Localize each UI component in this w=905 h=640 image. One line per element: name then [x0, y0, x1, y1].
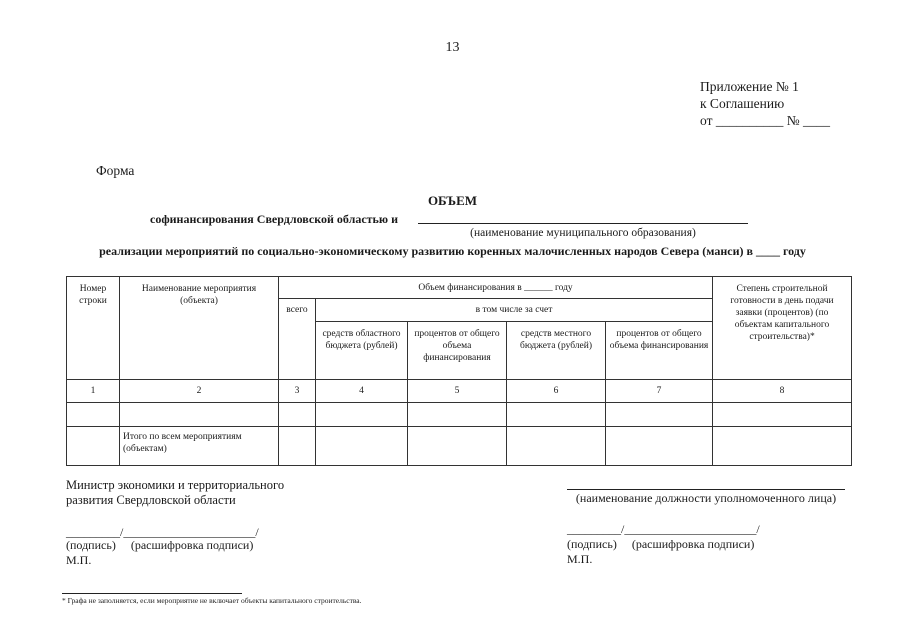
- table-cell[interactable]: [606, 403, 713, 427]
- header-row-number: Номер строки: [67, 277, 120, 380]
- appendix-line-2: к Соглашению: [700, 96, 785, 111]
- financing-table: [66, 276, 852, 466]
- col-number-5: 5: [408, 380, 507, 403]
- col-number-2: 2: [120, 380, 279, 403]
- appendix-block: [700, 78, 830, 129]
- document-title: ОБЪЕМ: [427, 193, 478, 208]
- stamp-place-left: М.П.: [66, 553, 92, 567]
- official-position-line: [567, 489, 845, 490]
- appendix-line-1: Приложение № 1: [700, 79, 799, 94]
- col-number-8: 8: [713, 380, 852, 403]
- table-cell[interactable]: [408, 403, 507, 427]
- total-row-label: Итого по всем мероприятиям (объектам): [120, 427, 279, 466]
- municipality-caption: (наименование муниципального образования): [470, 227, 696, 239]
- minister-signature-line: _________/______________________/: [66, 525, 259, 539]
- col-number-3: 3: [279, 380, 316, 403]
- header-financing-volume: Объем финансирования в ______ году: [279, 277, 713, 299]
- stamp-place-right: М.П.: [567, 552, 593, 566]
- header-local-percent: процентов от общего объема финансирования: [606, 322, 713, 380]
- footnote: * Графа не заполняется, если мероприятие не включает объекты капитального строительства.: [62, 596, 362, 605]
- page-number: 13: [445, 40, 460, 55]
- official-signature-line: _________/______________________/: [567, 522, 760, 536]
- document-subtitle: софинансирования Свердловской областью и: [150, 212, 398, 226]
- total-row: [67, 427, 852, 466]
- table-cell[interactable]: [408, 427, 507, 466]
- col-number-4: 4: [316, 380, 408, 403]
- footnote-divider: [62, 593, 242, 594]
- header-including: в том числе за счет: [316, 299, 713, 322]
- purpose-line: реализации мероприятий по социально-экономическому развитию коренных малочисленных народов Севера (манси) в ____ году: [99, 244, 806, 258]
- table-cell[interactable]: [507, 403, 606, 427]
- table-cell[interactable]: [279, 403, 316, 427]
- table-cell[interactable]: [279, 427, 316, 466]
- municipality-name-line: [418, 223, 748, 224]
- table-cell[interactable]: [120, 403, 279, 427]
- col-number-6: 6: [507, 380, 606, 403]
- appendix-line-3: от __________ № ____: [700, 113, 830, 128]
- table-cell[interactable]: [606, 427, 713, 466]
- minister-title: Министр экономики и территориального развития Свердловской области: [66, 478, 285, 507]
- header-regional-budget: средств областного бюджета (рублей): [316, 322, 408, 380]
- col-number-1: 1: [67, 380, 120, 403]
- table-cell[interactable]: [713, 427, 852, 466]
- table-cell[interactable]: [713, 403, 852, 427]
- header-total: всего: [279, 299, 316, 380]
- col-number-7: 7: [606, 380, 713, 403]
- header-local-budget: средств местного бюджета (рублей): [507, 322, 606, 380]
- official-signature-caption: (подпись) (расшифровка подписи): [567, 537, 755, 551]
- table-cell[interactable]: [67, 427, 120, 466]
- header-event-name: Наименование мероприятия (объекта): [120, 277, 279, 380]
- table-cell[interactable]: [67, 403, 120, 427]
- table-cell[interactable]: [316, 403, 408, 427]
- header-regional-percent: процентов от общего объема финансирования: [408, 322, 507, 380]
- form-label: Форма: [96, 163, 135, 178]
- table-cell[interactable]: [507, 427, 606, 466]
- header-construction-readiness: Степень строительной готовности в день подачи заявки (процентов) (по объектам капитального строительства)*: [713, 277, 852, 380]
- official-position-caption: (наименование должности уполномоченного лица): [575, 491, 837, 505]
- table-cell[interactable]: [316, 427, 408, 466]
- minister-signature-caption: (подпись) (расшифровка подписи): [66, 538, 254, 552]
- table-row: [67, 403, 852, 427]
